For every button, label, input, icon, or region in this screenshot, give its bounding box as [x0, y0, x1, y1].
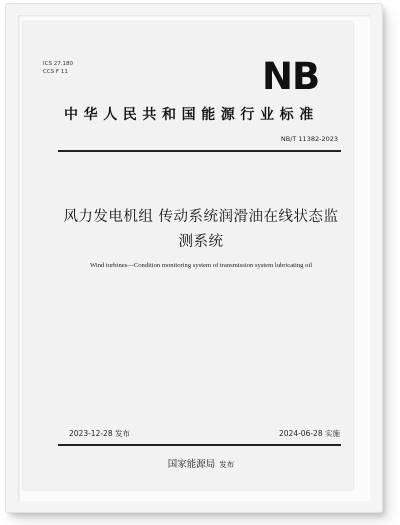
- issue-date: 2023-12-28 发布: [69, 429, 130, 438]
- publisher-name: 国家能源局: [167, 459, 216, 470]
- bottom-divider: [58, 444, 341, 446]
- chinese-title-line-1: 风力发电机组 传动系统润滑油在线状态监: [63, 209, 339, 225]
- ics-code: ICS 27.180: [43, 61, 73, 67]
- standard-number: NB/T 11382-2023: [280, 135, 338, 143]
- ccs-code: CCS F 11: [43, 69, 68, 75]
- top-divider: [58, 150, 341, 152]
- classification-codes: [43, 60, 73, 76]
- english-title: Wind turbines—Condition monitoring system of transmission system lubricating oil: [89, 262, 313, 269]
- publisher-suffix: 发布: [219, 460, 235, 469]
- implementation-date: 2024-06-28 实施: [279, 429, 340, 438]
- publisher: [40, 459, 362, 471]
- chinese-title-line-2: 测系统: [178, 234, 224, 250]
- chinese-title: [40, 205, 362, 255]
- nb-logo: NB: [262, 55, 320, 98]
- standard-type-heading: 中华人民共和国能源行业标准: [64, 107, 319, 123]
